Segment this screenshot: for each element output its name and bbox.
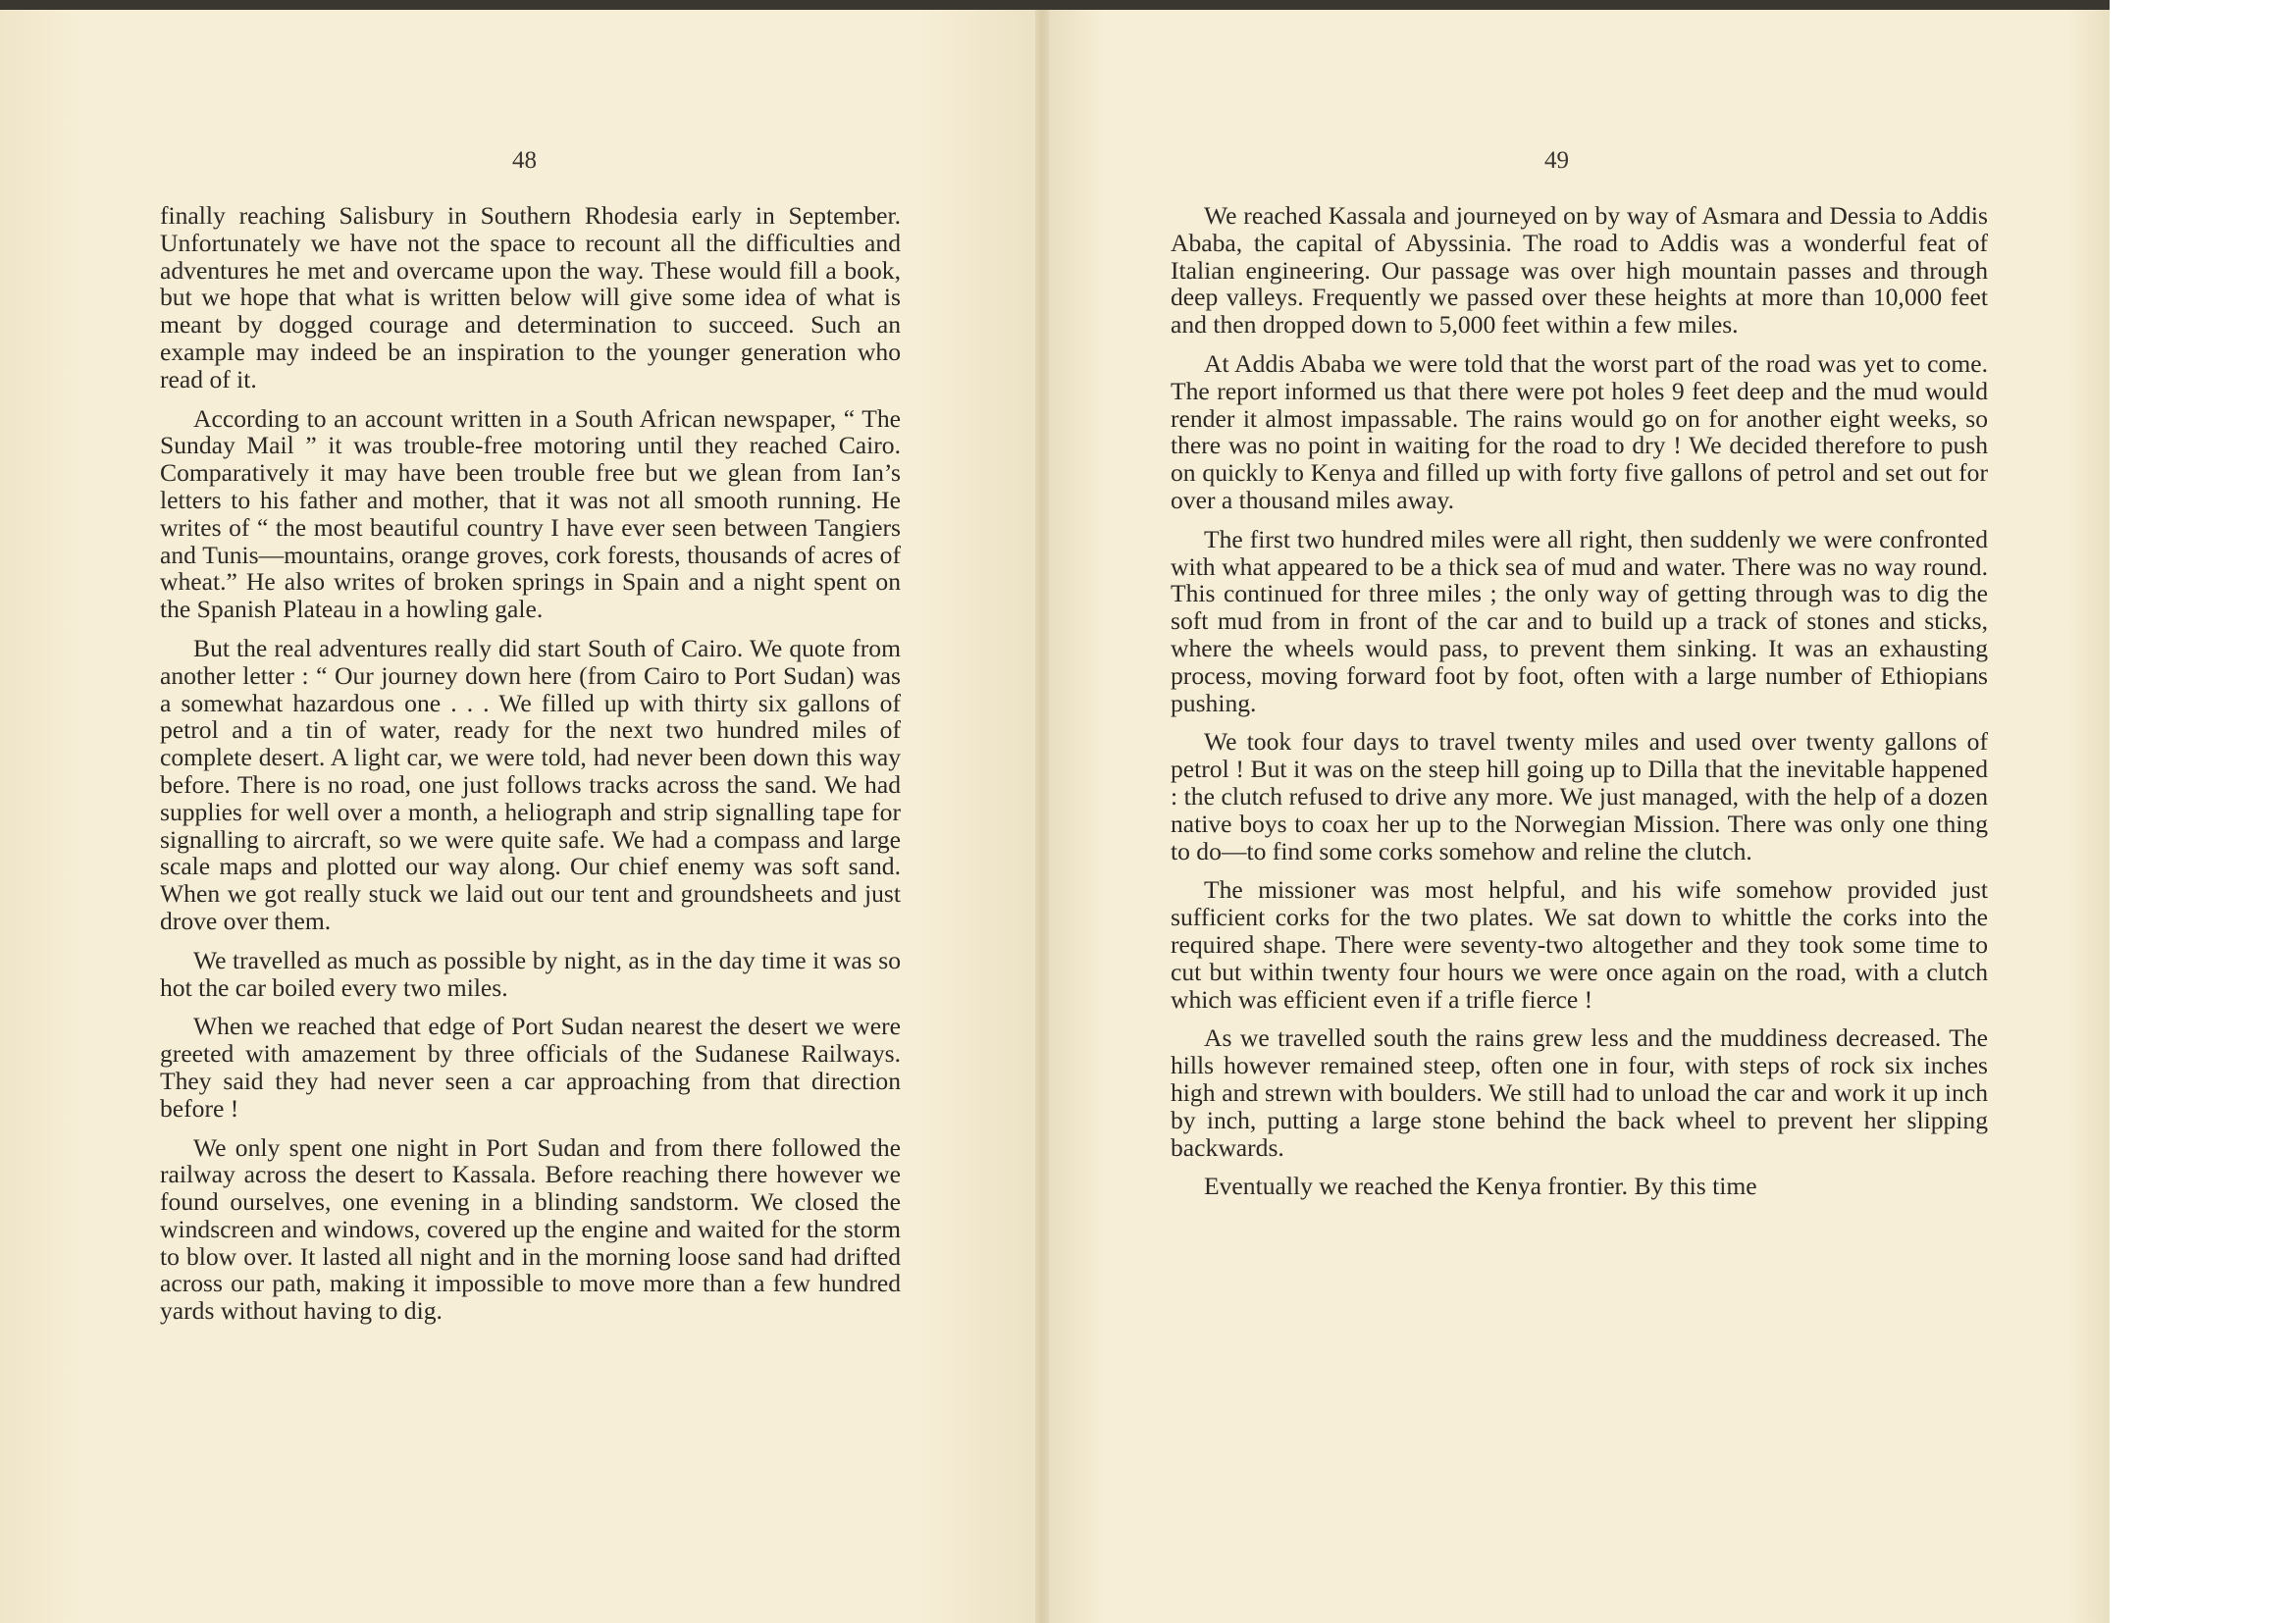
open-book: [0, 10, 2110, 1623]
paragraph: We travelled as much as possible by night, as in the day time it was so hot the car boiled every two miles.: [160, 945, 901, 1002]
right-page: [1042, 10, 2110, 1623]
paragraph: When we reached that edge of Port Sudan nearest the desert we were greeted with amazement by three officials of the Sudanese Railways. They said they had never seen a car approaching from that direction before !: [160, 1012, 901, 1123]
paragraph: We only spent one night in Port Sudan and from there followed the railway across the desert to Kassala. Before reaching there however we found ourselves, one evening in a blinding sandstorm. We closed the windscreen and windows, covered up the engine and waited for the storm to blow over. It lasted all night and in the morning loose sand had drifted across our path, making it impossible to move more than a few hundred yards without having to dig.: [160, 1132, 901, 1326]
paragraph: We took four days to travel twenty miles and used over twenty gallons of petrol ! But it was on the steep hill going up to Dilla that the inevitable happened : the clutch refused to drive any more. We just managed, with the help of a dozen native boys to coax her up to the Norwegian Mission. There was only one thing to do—to find some corks somehow and reline the clutch.: [1171, 727, 1988, 865]
paragraph: But the real adventures really did start South of Cairo. We quote from another letter : “ Our journey down here (from Cairo to Port Sudan) was a somewhat hazardous one . . . We filled up with thirty six gallons of petrol and a tin of water, ready for the next two hundred miles of complete desert. A light car, we were told, had never been down this way before. There is no road, one just follows tracks across the sand. We had supplies for well over a month, a heliograph and strip signalling tape for signalling to aircraft, so we were quite safe. We had a compass and large scale maps and plotted our way along. Our chief enemy was soft sand. When we got really stuck we laid out our tent and groundsheets and just drove over them.: [160, 633, 901, 935]
paragraph: The missioner was most helpful, and his wife somehow provided just sufficient corks for the two plates. We sat down to whittle the corks into the required shape. There were seventy-two altogether and they took some time to cut but within twenty four hours we were once again on the road, with a clutch which was efficient even if a trifle fierce !: [1171, 875, 1988, 1014]
paragraph: According to an account written in a South African newspaper, “ The Sunday Mail ” it was trouble-free motoring until they reached Cairo. Comparatively it may have been trouble free but we glean from Ian’s letters to his father and mother, that it was not all smooth running. He writes of “ the most beautiful country I have ever seen between Tangiers and Tunis—mountains, orange groves, cork forests, thousands of acres of wheat.” He also writes of broken springs in Spain and a night spent on the Spanish Plateau in a howling gale.: [160, 403, 901, 624]
paragraph: The first two hundred miles were all right, then suddenly we were confronted with what appeared to be a thick sea of mud and water. There was no way round. This continued for three miles ; the only way of getting through was to dig the soft mud from in front of the car and to build up a track of stones and sticks, where the wheels would pass, to prevent them sinking. It was an exhausting process, moving forward foot by foot, often with a large number of Ethiopians pushing.: [1171, 524, 1988, 717]
paragraph: finally reaching Salisbury in Southern Rhodesia early in September. Unfortunately we have not the space to recount all the difficulties and adventures he met and overcame upon the way. These would fill a book, but we hope that what is written below will give some idea of what is meant by dogged courage and determination to succeed. Such an example may indeed be an inspiration to the younger generation who read of it.: [160, 201, 901, 393]
paragraph: We reached Kassala and journeyed on by way of Asmara and Dessia to Addis Ababa, the capital of Abyssinia. The road to Addis was a wonderful feat of Italian engineering. Our passage was over high mountain passes and through deep valleys. Frequently we passed over these heights at more than 10,000 feet and then dropped down to 5,000 feet within a few miles.: [1171, 201, 1988, 340]
page-number-right: 49: [1544, 147, 1569, 174]
paragraph: Eventually we reached the Kenya frontier. By this time: [1204, 1172, 1757, 1201]
right-page-text: [1171, 202, 1988, 1212]
paragraph: As we travelled south the rains grew less and the muddiness decreased. The hills however remained steep, often one in four, with steps of rock six inches high and strewn with boulders. We still had to unload the car and work it up inch by inch, putting a large stone behind the back wheel to prevent her slipping backwards.: [1171, 1023, 1988, 1162]
book-gutter: [1035, 10, 1049, 1623]
paragraph: At Addis Ababa we were told that the worst part of the road was yet to come. The report informed us that there were pot holes 9 feet deep and the mud would render it almost impassable. The rains would go on for another eight weeks, so there was no point in waiting for the road to dry ! We decided therefore to push on quickly to Kenya and filled up with forty five gallons of petrol and set out for over a thousand miles away.: [1171, 348, 1988, 514]
left-page-text: [160, 202, 901, 1336]
page-number-left: 48: [512, 147, 537, 174]
left-page: [0, 10, 1042, 1623]
